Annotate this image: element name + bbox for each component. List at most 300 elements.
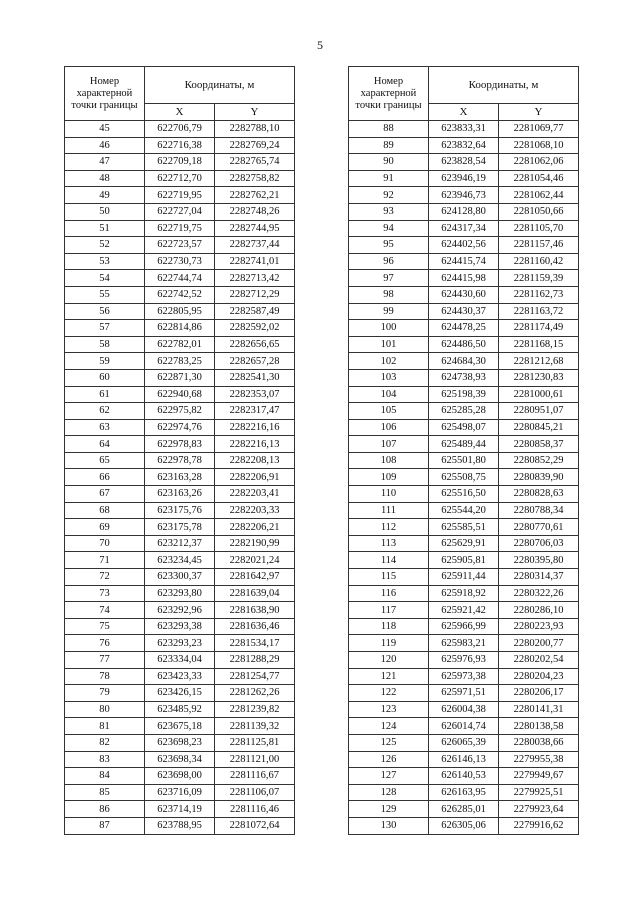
table-row [65,569,295,586]
cell-y: 2282190,99 [215,535,295,552]
table-row [349,502,579,519]
cell-y: 2281105,70 [499,220,579,237]
table-row [65,203,295,220]
cell-x: 623163,28 [145,469,215,486]
cell-y: 2281054,46 [499,170,579,187]
table-row [349,784,579,801]
cell-y: 2282741,01 [215,253,295,270]
cell-point-number: 74 [65,602,145,619]
cell-x: 623832,64 [429,137,499,154]
cell-point-number: 117 [349,602,429,619]
cell-y: 2281069,77 [499,121,579,138]
cell-x: 626065,39 [429,734,499,751]
table-row [349,320,579,337]
cell-y: 2281159,39 [499,270,579,287]
table-row [349,552,579,569]
cell-point-number: 84 [65,768,145,785]
cell-x: 624738,93 [429,369,499,386]
cell-point-number: 97 [349,270,429,287]
header-y: Y [215,104,295,121]
cell-point-number: 89 [349,137,429,154]
cell-y: 2281125,81 [215,734,295,751]
cell-x: 625498,07 [429,419,499,436]
cell-point-number: 45 [65,121,145,138]
cell-y: 2281636,46 [215,618,295,635]
cell-y: 2280200,77 [499,635,579,652]
cell-point-number: 130 [349,817,429,834]
table-row [349,585,579,602]
cell-x: 624486,50 [429,336,499,353]
cell-x: 622975,82 [145,403,215,420]
table-row [349,817,579,834]
cell-point-number: 111 [349,502,429,519]
cell-point-number: 81 [65,718,145,735]
cell-y: 2281062,06 [499,154,579,171]
cell-x: 622730,73 [145,253,215,270]
cell-point-number: 73 [65,585,145,602]
cell-y: 2280141,31 [499,701,579,718]
cell-x: 622712,70 [145,170,215,187]
table-row [65,303,295,320]
cell-x: 622871,30 [145,369,215,386]
cell-y: 2280223,93 [499,618,579,635]
cell-point-number: 94 [349,220,429,237]
cell-y: 2281638,90 [215,602,295,619]
cell-x: 623946,73 [429,187,499,204]
cell-point-number: 113 [349,535,429,552]
table-row [349,801,579,818]
table-row [65,419,295,436]
cell-y: 2282712,29 [215,286,295,303]
table-row [349,419,579,436]
header-point-number: Номер характерной точки границы [65,67,145,121]
cell-x: 625501,80 [429,452,499,469]
cell-y: 2280706,03 [499,535,579,552]
table-row [65,369,295,386]
cell-y: 2282765,74 [215,154,295,171]
table-row [349,452,579,469]
cell-x: 623175,76 [145,502,215,519]
cell-y: 2282206,91 [215,469,295,486]
cell-x: 623293,80 [145,585,215,602]
table-row [349,353,579,370]
cell-x: 622744,74 [145,270,215,287]
cell-x: 624402,56 [429,237,499,254]
cell-y: 2281239,82 [215,701,295,718]
cell-point-number: 59 [65,353,145,370]
cell-x: 623828,54 [429,154,499,171]
table-row [65,320,295,337]
cell-point-number: 126 [349,751,429,768]
cell-point-number: 75 [65,618,145,635]
cell-point-number: 63 [65,419,145,436]
cell-x: 622974,76 [145,419,215,436]
cell-y: 2281116,46 [215,801,295,818]
header-coordinates: Координаты, м [429,67,579,104]
cell-point-number: 78 [65,668,145,685]
table-row [349,386,579,403]
cell-point-number: 96 [349,253,429,270]
cell-y: 2281254,77 [215,668,295,685]
cell-point-number: 80 [65,701,145,718]
header-y: Y [499,104,579,121]
cell-x: 624430,37 [429,303,499,320]
cell-y: 2280202,54 [499,652,579,669]
cell-y: 2281139,32 [215,718,295,735]
cell-x: 625976,93 [429,652,499,669]
cell-point-number: 61 [65,386,145,403]
table-row [349,685,579,702]
cell-y: 2281062,44 [499,187,579,204]
cell-y: 2281157,46 [499,237,579,254]
table-row [349,220,579,237]
cell-y: 2281639,04 [215,585,295,602]
table-row [349,519,579,536]
table-row [65,552,295,569]
table-row [349,652,579,669]
cell-x: 623698,00 [145,768,215,785]
table-row [349,187,579,204]
table-row [65,535,295,552]
cell-y: 2282758,82 [215,170,295,187]
cell-point-number: 57 [65,320,145,337]
table-row [65,286,295,303]
cell-y: 2281174,49 [499,320,579,337]
cell-x: 626146,13 [429,751,499,768]
table-row [65,635,295,652]
cell-y: 2281534,17 [215,635,295,652]
cell-point-number: 76 [65,635,145,652]
cell-y: 2281162,73 [499,286,579,303]
cell-y: 2281642,97 [215,569,295,586]
table-row [349,701,579,718]
header-x: X [145,104,215,121]
cell-point-number: 128 [349,784,429,801]
cell-x: 624415,74 [429,253,499,270]
table-row [65,602,295,619]
cell-x: 623426,15 [145,685,215,702]
cell-point-number: 125 [349,734,429,751]
coordinates-table-left [64,66,295,835]
cell-y: 2282713,42 [215,270,295,287]
table-row [65,618,295,635]
table-row [65,734,295,751]
table-row [65,336,295,353]
cell-point-number: 129 [349,801,429,818]
cell-x: 623334,04 [145,652,215,669]
cell-y: 2282744,95 [215,220,295,237]
table-row [65,701,295,718]
cell-point-number: 101 [349,336,429,353]
table-row [349,436,579,453]
table-row [349,303,579,320]
table-row [65,436,295,453]
cell-point-number: 118 [349,618,429,635]
cell-point-number: 95 [349,237,429,254]
cell-y: 2279949,67 [499,768,579,785]
table-row [65,403,295,420]
header-x: X [429,104,499,121]
table-row [65,685,295,702]
table-row [65,652,295,669]
table-row [349,569,579,586]
table-row [65,817,295,834]
cell-point-number: 110 [349,486,429,503]
cell-x: 622709,18 [145,154,215,171]
cell-y: 2282769,24 [215,137,295,154]
cell-point-number: 60 [65,369,145,386]
cell-point-number: 90 [349,154,429,171]
cell-x: 623292,96 [145,602,215,619]
cell-x: 622940,68 [145,386,215,403]
cell-x: 622978,78 [145,452,215,469]
table-row [65,519,295,536]
cell-point-number: 105 [349,403,429,420]
cell-y: 2280770,61 [499,519,579,536]
cell-y: 2280314,37 [499,569,579,586]
table-row [349,486,579,503]
cell-y: 2280206,17 [499,685,579,702]
cell-point-number: 102 [349,353,429,370]
cell-x: 626014,74 [429,718,499,735]
cell-x: 623698,23 [145,734,215,751]
cell-x: 626285,01 [429,801,499,818]
cell-x: 623714,19 [145,801,215,818]
cell-y: 2281068,10 [499,137,579,154]
cell-x: 622719,95 [145,187,215,204]
cell-x: 622723,57 [145,237,215,254]
cell-y: 2280788,34 [499,502,579,519]
cell-y: 2281163,72 [499,303,579,320]
cell-point-number: 82 [65,734,145,751]
cell-y: 2281072,64 [215,817,295,834]
cell-point-number: 71 [65,552,145,569]
table-row [349,618,579,635]
cell-y: 2281116,67 [215,768,295,785]
cell-y: 2282208,13 [215,452,295,469]
table-row [349,535,579,552]
cell-point-number: 50 [65,203,145,220]
cell-y: 2282656,65 [215,336,295,353]
cell-x: 623293,23 [145,635,215,652]
cell-point-number: 70 [65,535,145,552]
cell-point-number: 47 [65,154,145,171]
cell-x: 623485,92 [145,701,215,718]
table-row [349,768,579,785]
table-row [349,469,579,486]
cell-point-number: 100 [349,320,429,337]
cell-y: 2282762,21 [215,187,295,204]
cell-x: 625585,51 [429,519,499,536]
cell-x: 625516,50 [429,486,499,503]
cell-point-number: 54 [65,270,145,287]
cell-x: 626140,53 [429,768,499,785]
cell-y: 2280845,21 [499,419,579,436]
table-row [65,237,295,254]
table-row [65,502,295,519]
cell-x: 625905,81 [429,552,499,569]
cell-x: 622727,04 [145,203,215,220]
cell-x: 622978,83 [145,436,215,453]
cell-y: 2282203,41 [215,486,295,503]
cell-y: 2282657,28 [215,353,295,370]
cell-y: 2280204,23 [499,668,579,685]
table-row [65,801,295,818]
table-row [349,336,579,353]
cell-y: 2281168,15 [499,336,579,353]
cell-point-number: 103 [349,369,429,386]
table-row [349,203,579,220]
cell-x: 623788,95 [145,817,215,834]
cell-x: 625918,92 [429,585,499,602]
table-row [65,751,295,768]
cell-point-number: 62 [65,403,145,420]
cell-x: 624478,25 [429,320,499,337]
cell-x: 623716,09 [145,784,215,801]
cell-point-number: 124 [349,718,429,735]
table-row [65,768,295,785]
cell-x: 622706,79 [145,121,215,138]
cell-y: 2279923,64 [499,801,579,818]
cell-x: 622782,01 [145,336,215,353]
cell-y: 2280839,90 [499,469,579,486]
cell-y: 2282587,49 [215,303,295,320]
table-row [65,386,295,403]
cell-y: 2279955,38 [499,751,579,768]
cell-y: 2282021,24 [215,552,295,569]
cell-x: 625285,28 [429,403,499,420]
cell-point-number: 86 [65,801,145,818]
cell-point-number: 48 [65,170,145,187]
cell-x: 624415,98 [429,270,499,287]
table-row [349,602,579,619]
cell-point-number: 58 [65,336,145,353]
cell-x: 623833,31 [429,121,499,138]
cell-point-number: 49 [65,187,145,204]
cell-point-number: 72 [65,569,145,586]
cell-point-number: 116 [349,585,429,602]
cell-point-number: 108 [349,452,429,469]
table-row [65,270,295,287]
cell-point-number: 67 [65,486,145,503]
cell-point-number: 114 [349,552,429,569]
cell-y: 2280852,29 [499,452,579,469]
table-row [349,137,579,154]
cell-x: 624430,60 [429,286,499,303]
cell-point-number: 52 [65,237,145,254]
cell-y: 2281288,29 [215,652,295,669]
table-row [65,469,295,486]
cell-point-number: 120 [349,652,429,669]
cell-x: 622805,95 [145,303,215,320]
cell-y: 2281230,83 [499,369,579,386]
cell-y: 2282737,44 [215,237,295,254]
cell-x: 622742,52 [145,286,215,303]
table-row [349,154,579,171]
cell-x: 623300,37 [145,569,215,586]
table-row [349,286,579,303]
cell-y: 2282317,47 [215,403,295,420]
cell-y: 2282216,13 [215,436,295,453]
cell-point-number: 56 [65,303,145,320]
cell-point-number: 121 [349,668,429,685]
cell-point-number: 91 [349,170,429,187]
table-row [65,452,295,469]
table-row [349,253,579,270]
cell-y: 2279916,62 [499,817,579,834]
header-point-number: Номер характерной точки границы [349,67,429,121]
cell-y: 2280138,58 [499,718,579,735]
table-row [65,137,295,154]
cell-y: 2282216,16 [215,419,295,436]
table-row [349,237,579,254]
cell-point-number: 92 [349,187,429,204]
cell-x: 625973,38 [429,668,499,685]
cell-x: 625971,51 [429,685,499,702]
cell-y: 2282206,21 [215,519,295,536]
table-row [65,784,295,801]
cell-y: 2281212,68 [499,353,579,370]
cell-x: 625489,44 [429,436,499,453]
cell-point-number: 53 [65,253,145,270]
cell-y: 2280286,10 [499,602,579,619]
cell-point-number: 79 [65,685,145,702]
cell-point-number: 77 [65,652,145,669]
cell-point-number: 112 [349,519,429,536]
cell-x: 622783,25 [145,353,215,370]
cell-x: 624684,30 [429,353,499,370]
table-row [65,585,295,602]
cell-y: 2280951,07 [499,403,579,420]
cell-y: 2281000,61 [499,386,579,403]
cell-x: 623946,19 [429,170,499,187]
cell-x: 625629,91 [429,535,499,552]
table-row [349,718,579,735]
table-row [65,121,295,138]
cell-x: 623175,78 [145,519,215,536]
table-row [65,718,295,735]
cell-x: 625544,20 [429,502,499,519]
table-row [349,403,579,420]
cell-point-number: 65 [65,452,145,469]
cell-point-number: 64 [65,436,145,453]
cell-x: 623212,37 [145,535,215,552]
cell-point-number: 55 [65,286,145,303]
cell-point-number: 66 [65,469,145,486]
table-row [65,170,295,187]
cell-point-number: 106 [349,419,429,436]
cell-y: 2282203,33 [215,502,295,519]
cell-point-number: 87 [65,817,145,834]
cell-point-number: 88 [349,121,429,138]
cell-point-number: 99 [349,303,429,320]
cell-x: 625966,99 [429,618,499,635]
cell-x: 626305,06 [429,817,499,834]
cell-x: 624317,34 [429,220,499,237]
cell-point-number: 123 [349,701,429,718]
cell-point-number: 46 [65,137,145,154]
cell-y: 2282541,30 [215,369,295,386]
cell-x: 625198,39 [429,386,499,403]
cell-x: 623698,34 [145,751,215,768]
table-row [349,121,579,138]
cell-point-number: 69 [65,519,145,536]
table-row [65,253,295,270]
cell-point-number: 83 [65,751,145,768]
cell-x: 625983,21 [429,635,499,652]
cell-point-number: 68 [65,502,145,519]
cell-point-number: 119 [349,635,429,652]
